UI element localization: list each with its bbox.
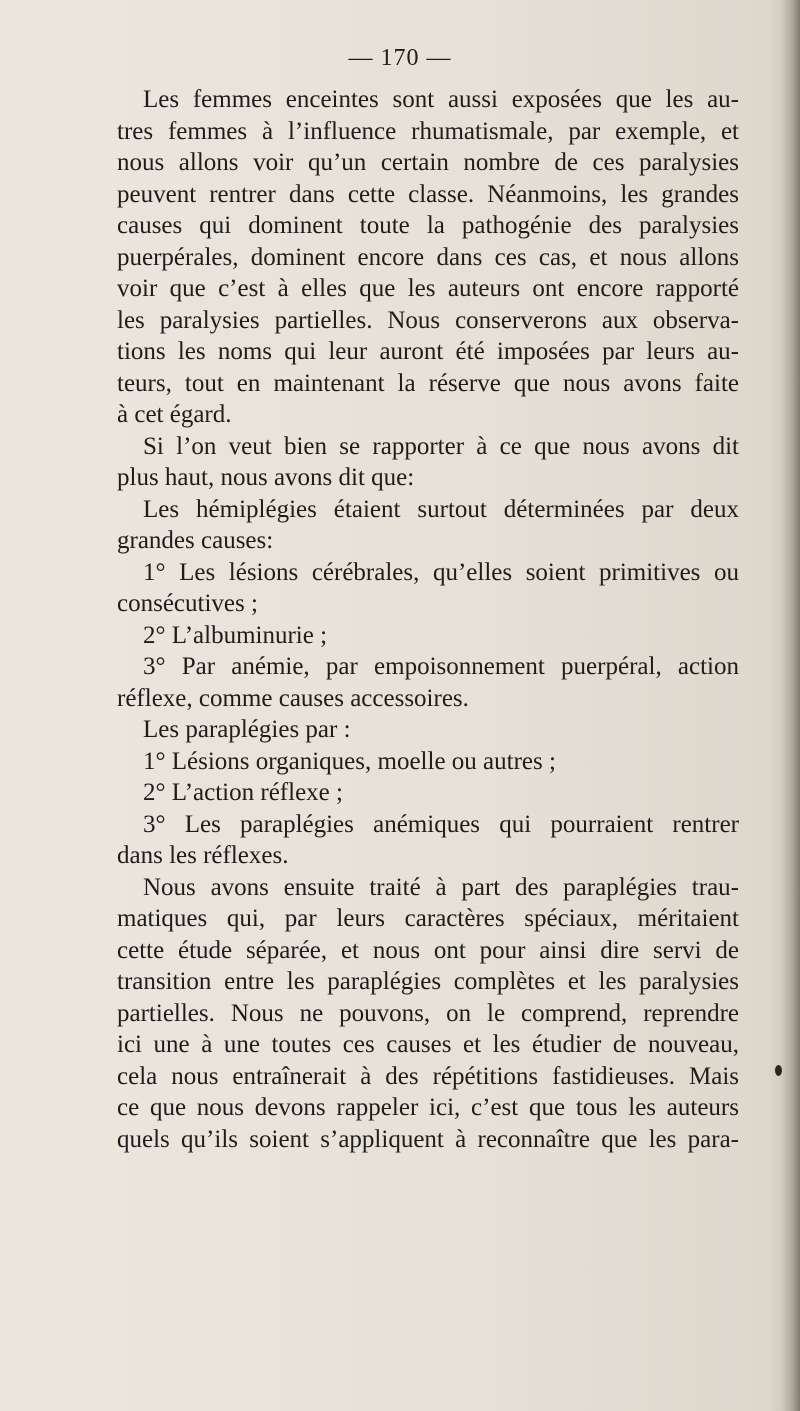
text-line: ici une à une toutes ces causes et les étudier de nouveau, [117, 1031, 739, 1058]
text-line: cela nous entraînerait à des répétitions fastidieuses. Mais [117, 1062, 739, 1090]
text-line: plus haut, nous avons dit que: [117, 464, 415, 491]
page-edge-shadow [782, 0, 800, 1411]
text-line: Les hémiplégies étaient surtout déterminées par deux [143, 495, 739, 523]
text-line: Nous avons ensuite traité à part des paraplégies trau- [143, 873, 739, 901]
text-line: 3° Par anémie, par empoisonnement puerpéral, action [143, 653, 739, 680]
text-line: les paralysies partielles. Nous conserverons aux observa- [117, 306, 739, 334]
text-line: teurs, tout en maintenant la réserve que nous avons faite [117, 369, 739, 397]
text-line: 2° L’albuminurie ; [143, 621, 328, 649]
text-line: nous allons voir qu’un certain nombre de ces paralysies [117, 149, 739, 176]
text-line: cette étude séparée, et nous ont pour ainsi dire servi de [117, 936, 739, 964]
text-line: puerpérales, dominent encore dans ces cas, et nous allons [117, 243, 739, 271]
text-line: matiques qui, par leurs caractères spéciaux, méritaient [117, 905, 739, 932]
text-line: 1° Les lésions cérébrales, qu’elles soient primitives ou [143, 558, 739, 586]
text-line: grandes causes: [117, 527, 274, 554]
text-line: tions les noms qui leur auront été imposées par leurs au- [117, 338, 739, 365]
text-line: ce que nous devons rappeler ici, c’est que tous les auteurs [117, 1094, 739, 1121]
text-line: partielles. Nous ne pouvons, on le comprend, reprendre [117, 999, 739, 1027]
text-line: causes qui dominent toute la pathogénie des paralysies [117, 212, 739, 239]
text-line: Les femmes enceintes sont aussi exposées que les au- [143, 86, 739, 113]
page-number-header: — 170 — [348, 45, 452, 71]
text-line: voir que c’est à elles que les auteurs ont encore rapporté [117, 275, 739, 302]
text-line: Si l’on veut bien se rapporter à ce que nous avons dit [143, 432, 739, 460]
text-line: dans les réflexes. [117, 842, 289, 869]
text-line: transition entre les paraplégies complètes et les paralysies [117, 968, 739, 995]
text-line: réflexe, comme causes accessoires. [117, 684, 469, 712]
text-line: quels qu’ils soient s’appliquent à reconnaître que les para- [117, 1125, 739, 1153]
text-line: à cet égard. [117, 401, 232, 428]
text-line: consécutives ; [117, 590, 258, 617]
ink-speck [775, 1065, 782, 1076]
text-line: 1° Lésions organiques, moelle ou autres ; [143, 747, 556, 775]
text-line: Les paraplégies par : [143, 716, 351, 743]
text-line: peuvent rentrer dans cette classe. Néanmoins, les grandes [117, 180, 739, 208]
text-line: 2° L’action réflexe ; [143, 779, 343, 806]
body-text [117, 84, 739, 1155]
text-line: tres femmes à l’influence rhumatismale, par exemple, et [117, 117, 739, 145]
text-line: 3° Les paraplégies anémiques qui pourraient rentrer [143, 810, 739, 838]
